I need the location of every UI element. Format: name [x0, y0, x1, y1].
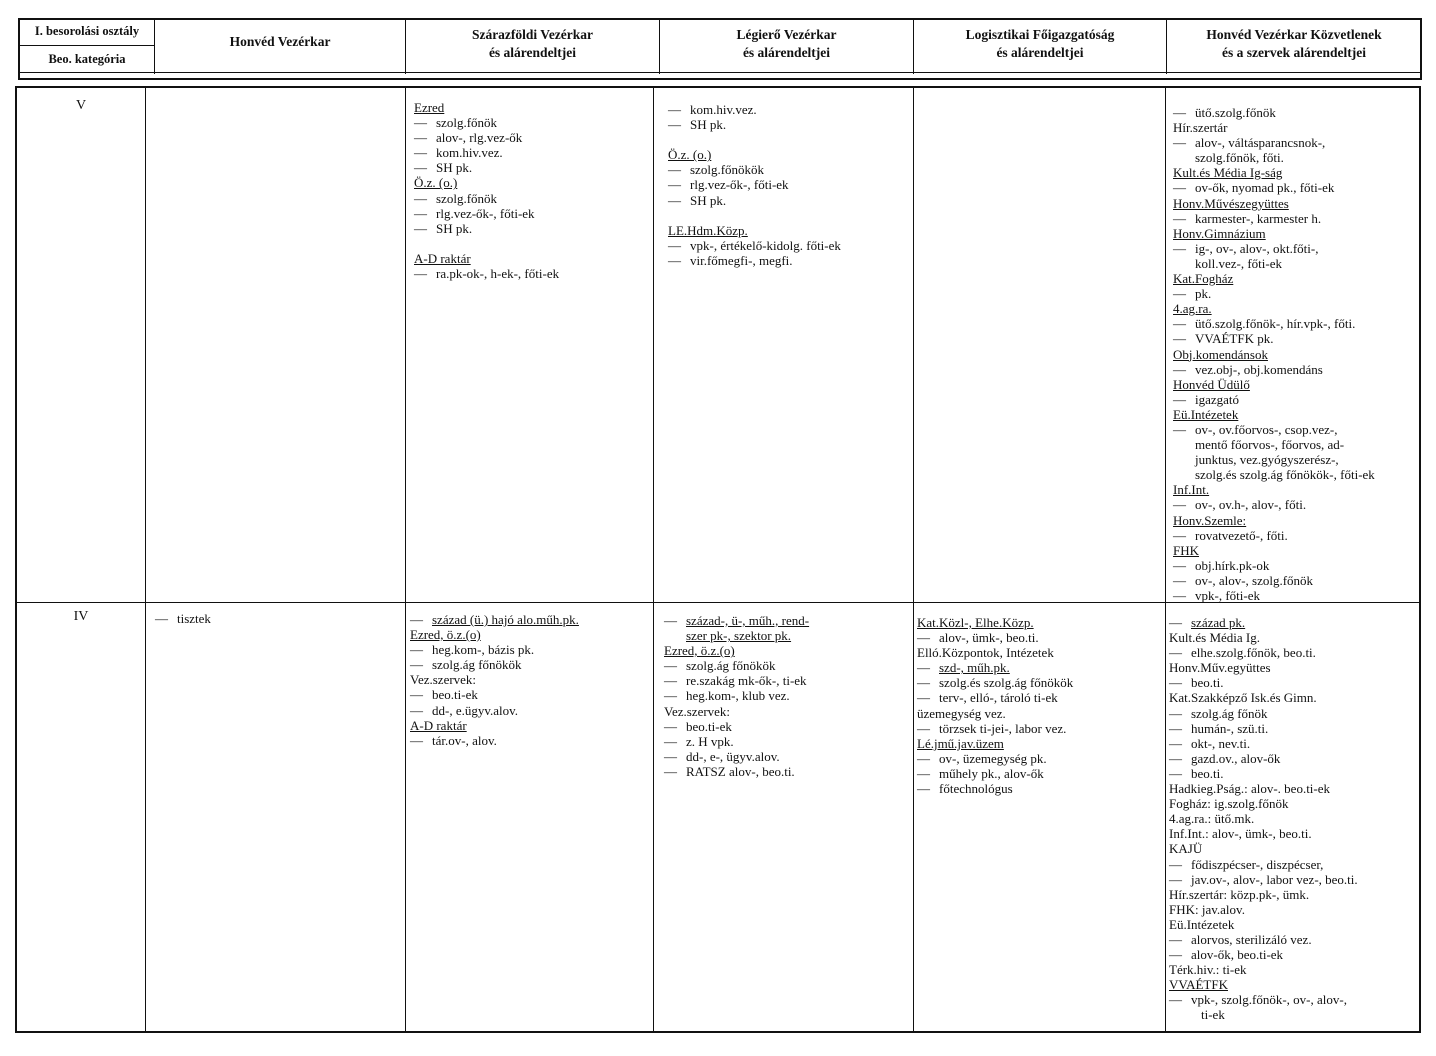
cell-line: — SH pk.: [668, 193, 841, 208]
cell-line: Kult.és Média Ig-ság: [1173, 165, 1283, 181]
cell-line: Elló.Központok, Intézetek: [917, 645, 1054, 661]
header-col-honved-vezerkar: [155, 33, 405, 51]
cell-line: — beo.ti-ek: [410, 687, 579, 702]
body-divider: [1165, 88, 1166, 1031]
header-col-szarazfoldi: [406, 26, 659, 62]
cell-line: Kat.Közl-, Elhe.Közp.: [917, 615, 1034, 630]
header-col-legiero: [660, 26, 913, 62]
cell-line: — rovatvezető-, főti.: [1173, 528, 1375, 543]
cell-line: Vez.szervek:: [410, 672, 477, 688]
cell-line: — szolg.és szolg.ág főnökök: [917, 675, 1073, 690]
cell-iv-szarazfoldi: [410, 612, 579, 748]
cell-line: — ov-, ov.főorvos-, csop.vez-,: [1173, 422, 1375, 437]
cell-line: — tisztek: [155, 611, 211, 626]
cell-line: — szolg.ág főnökök: [664, 658, 809, 673]
cell-iv-logisztikai: [917, 615, 1073, 796]
body-divider: [653, 88, 654, 1031]
cell-line: — SH pk.: [414, 221, 559, 236]
header-col-line: és alárendeltjei: [488, 45, 577, 60]
body-divider: [405, 88, 406, 1031]
cell-line: — fődiszpécser-, diszpécser,: [1169, 857, 1358, 872]
cell-line: Ezred, ö.z.(o): [410, 627, 481, 643]
cell-line: — alov-ők, beo.ti-ek: [1169, 947, 1358, 962]
cell-line: — kom.hiv.vez.: [414, 145, 559, 160]
cell-line: — műhely pk., alov-ők: [917, 766, 1073, 781]
cell-line: — vir.főmegfi-, megfi.: [668, 253, 841, 268]
cell-line: — ov-, alov-, szolg.főnök: [1173, 573, 1375, 588]
cell-line: — szolg.ág főnökök: [410, 657, 579, 672]
cell-iv-kozvetlenek: [1169, 615, 1358, 1023]
cell-line: Honv.Műv.együttes: [1169, 660, 1271, 676]
cell-line: Lé.jmű.jav.üzem: [917, 735, 1004, 751]
cell-line: Ö.z. (o.): [668, 147, 712, 163]
cell-line: — ütő.szolg.főnök: [1173, 105, 1375, 120]
cell-line: — alorvos, sterilizáló vez.: [1169, 932, 1358, 947]
cell-line: Inf.Int.: alov-, ümk-, beo.ti.: [1169, 826, 1312, 842]
cell-line: — alov-, ümk-, beo.ti.: [917, 630, 1073, 645]
header-col-line: és a szervek alárendeltjei: [1221, 45, 1367, 60]
cell-line: junktus, vez.gyógyszerész-,: [1195, 452, 1339, 468]
cell-line: mentő főorvos-, főorvos, ad-: [1195, 437, 1345, 453]
cell-line: — szolg.főnökök: [668, 162, 841, 177]
header-col-line: Szárazföldi Vezérkar: [471, 27, 594, 42]
cell-line: LE.Hdm.Közp.: [668, 222, 748, 238]
cell-line: — szolg.főnök: [414, 191, 559, 206]
header-col-line: Logisztikai Főigazgatóság: [965, 27, 1115, 42]
cell-line: — ütő.szolg.főnök-, hír.vpk-, főti.: [1173, 316, 1375, 331]
cell-line: — heg.kom-, bázis pk.: [410, 642, 579, 657]
cell-line: — főtechnológus: [917, 781, 1073, 796]
cell-line: szer pk-, szektor pk.: [686, 628, 792, 644]
cell-line: Eü.Intézetek: [1169, 916, 1235, 932]
cell-v-kozvetlenek: [1173, 105, 1375, 603]
cell-line: — ov-ők, nyomad pk., főti-ek: [1173, 180, 1375, 195]
header-corner-divider: [20, 45, 154, 46]
cell-line: — alov-, váltásparancsnok-,: [1173, 135, 1375, 150]
cell-line: Ezred, ö.z.(o): [664, 643, 735, 659]
category-label: V: [75, 98, 87, 113]
header-corner-bottom: Beo. kategória: [48, 52, 126, 66]
cell-line: Kat.Fogház: [1173, 271, 1234, 287]
cell-line: Hír.szertár: [1173, 120, 1228, 136]
cell-line: — vez.obj-, obj.komendáns: [1173, 362, 1375, 377]
header-col-logisztikai: [914, 26, 1166, 62]
cell-line: Ö.z. (o.): [414, 175, 458, 191]
cell-line: Ezred: [414, 100, 445, 115]
cell-line: [668, 132, 841, 147]
cell-line: — tár.ov-, alov.: [410, 733, 579, 748]
cell-line: — beo.ti.: [1169, 675, 1358, 690]
cell-line: — karmester-, karmester h.: [1173, 211, 1375, 226]
cell-line: KAJÜ: [1169, 841, 1203, 857]
cell-line: FHK: jav.alov.: [1169, 901, 1245, 917]
cell-line: Kult.és Média Ig.: [1169, 630, 1260, 646]
header-col-line: Honvéd Vezérkar Közvetlenek: [1206, 27, 1382, 42]
cell-line: — dd-, e.ügyv.alov.: [410, 703, 579, 718]
body-divider: [913, 88, 914, 1031]
cell-line: Kat.Szakképző Isk.és Gimn.: [1169, 690, 1317, 706]
cell-line: — század pk.: [1169, 615, 1358, 630]
cell-iv-legiero: [664, 613, 809, 779]
cell-line: — terv-, elló-, tároló ti-ek: [917, 690, 1073, 705]
cell-line: — re.szakág mk-ők-, ti-ek: [664, 673, 809, 688]
cell-line: — század (ü.) hajó alo.műh.pk.: [410, 612, 579, 627]
cell-line: — beo.ti.: [1169, 766, 1358, 781]
category-label: IV: [73, 609, 89, 624]
cell-line: — dd-, e-, ügyv.alov.: [664, 749, 809, 764]
cell-line: — szolg.főnök: [414, 115, 559, 130]
cell-line: — kom.hiv.vez.: [668, 102, 841, 117]
cell-line: Honvéd Üdülő: [1173, 376, 1250, 392]
cell-line: — század-, ü-, műh., rend-: [664, 613, 809, 628]
cell-line: koll.vez-, főti-ek: [1195, 255, 1282, 271]
cell-line: Hír.szertár: közp.pk-, ümk.: [1169, 886, 1310, 902]
cell-line: Eü.Intézetek: [1173, 406, 1239, 422]
cell-line: Obj.komendánsok: [1173, 346, 1268, 362]
cell-line: — gazd.ov., alov-ők: [1169, 751, 1358, 766]
cell-line: [414, 236, 559, 251]
cell-line: [668, 208, 841, 223]
header-corner-top: I. besorolási osztály: [34, 24, 140, 38]
cell-line: ti-ek: [1201, 1007, 1225, 1023]
cell-line: Inf.Int.: [1173, 482, 1210, 498]
cell-line: — ov-, üzemegység pk.: [917, 751, 1073, 766]
cell-line: A-D raktár: [414, 250, 471, 266]
body-divider: [145, 88, 146, 1031]
cell-line: Hadkieg.Pság.: alov-. beo.ti-ek: [1169, 781, 1331, 797]
cell-line: 4.ag.ra.: ütő.mk.: [1169, 811, 1255, 827]
cell-iv-honved-vezerkar: [155, 611, 211, 626]
cell-line: — törzsek ti-jei-, labor vez.: [917, 721, 1073, 736]
cell-line: — ra.pk-ok-, h-ek-, főti-ek: [414, 266, 559, 281]
cell-line: — alov-, rlg.vez-ők: [414, 130, 559, 145]
cell-line: — SH pk.: [414, 160, 559, 175]
cell-line: — pk.: [1173, 286, 1375, 301]
cell-line: — szd-, műh.pk.: [917, 660, 1073, 675]
cell-line: szolg.főnök, főti.: [1195, 150, 1284, 166]
cell-line: Honv.Művészegyüttes: [1173, 195, 1289, 211]
cell-line: — elhe.szolg.főnök, beo.ti.: [1169, 645, 1358, 660]
cell-line: — vpk-, szolg.főnök-, ov-, alov-,: [1169, 992, 1358, 1007]
header-col-line: Légierő Vezérkar: [736, 27, 837, 42]
cell-line: Honv.Gimnázium: [1173, 225, 1266, 241]
cell-v-szarazfoldi: [414, 100, 559, 281]
cell-v-legiero: [668, 102, 841, 268]
header-col-line: és alárendeltjei: [742, 45, 831, 60]
cell-line: Vez.szervek:: [664, 703, 731, 719]
cell-line: — humán-, szü.ti.: [1169, 721, 1358, 736]
cell-line: — jav.ov-, alov-, labor vez-, beo.ti.: [1169, 872, 1358, 887]
cell-line: — VVAÉTFK pk.: [1173, 331, 1375, 346]
cell-line: — vpk-, főti-ek: [1173, 588, 1375, 603]
cell-line: VVAÉTFK: [1169, 977, 1228, 993]
cell-line: A-D raktár: [410, 717, 467, 733]
cell-line: — obj.hírk.pk-ok: [1173, 558, 1375, 573]
cell-line: Fogház: ig.szolg.főnök: [1169, 796, 1289, 812]
cell-line: — okt-, nev.ti.: [1169, 736, 1358, 751]
header-col-line: Honvéd Vezérkar: [229, 34, 331, 49]
cell-line: — ov-, ov.h-, alov-, főti.: [1173, 497, 1375, 512]
cell-line: FHK: [1173, 542, 1200, 558]
cell-line: — beo.ti-ek: [664, 719, 809, 734]
header-col-kozvetlenek: [1167, 26, 1421, 62]
cell-line: — z. H vpk.: [664, 734, 809, 749]
cell-line: — szolg.ág főnök: [1169, 706, 1358, 721]
cell-line: — ig-, ov-, alov-, okt.főti-,: [1173, 241, 1375, 256]
cell-line: Honv.Szemle:: [1173, 512, 1247, 528]
cell-line: — SH pk.: [668, 117, 841, 132]
cell-line: Térk.hiv.: ti-ek: [1169, 962, 1247, 978]
header-bottom-rule: [20, 72, 1420, 73]
cell-line: — rlg.vez-ők-, főti-ek: [668, 177, 841, 192]
cell-line: — heg.kom-, klub vez.: [664, 688, 809, 703]
cell-line: 4.ag.ra.: [1173, 301, 1212, 317]
cell-line: — RATSZ alov-, beo.ti.: [664, 764, 809, 779]
cell-line: — vpk-, értékelő-kidolg. főti-ek: [668, 238, 841, 253]
cell-line: szolg.és szolg.ág főnökök-, főti-ek: [1195, 467, 1375, 483]
header-col-line: és alárendeltjei: [996, 45, 1084, 60]
cell-line: — rlg.vez-ők-, főti-ek: [414, 206, 559, 221]
cell-line: — igazgató: [1173, 392, 1375, 407]
cell-line: üzemegység vez.: [917, 705, 1006, 721]
